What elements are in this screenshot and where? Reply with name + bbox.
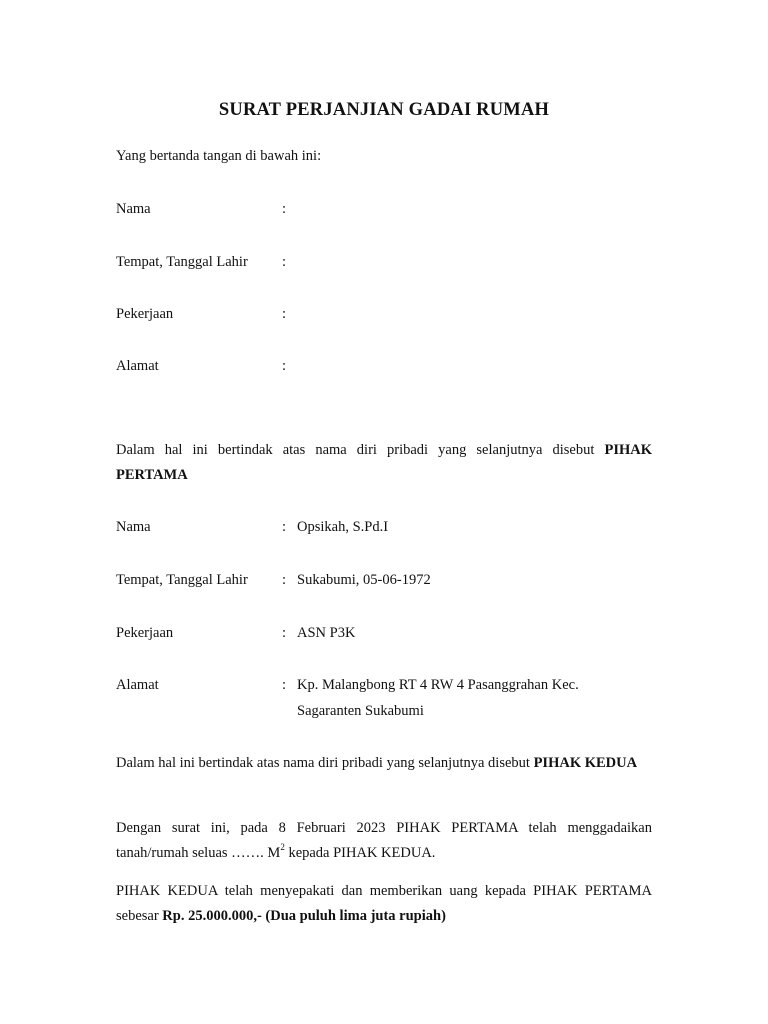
party2-designation: PIHAK KEDUA xyxy=(533,755,638,771)
party2-address-label: Alamat xyxy=(116,677,159,693)
party2-name-value: Opsikah, S.Pd.I xyxy=(297,519,389,535)
party2-address-value: Kp. Malangbong RT 4 RW 4 Pasanggrahan Kec. xyxy=(297,677,579,693)
clause-payment-text: PIHAK KEDUA telah menyepakati dan memberikan uang kepada PIHAK PERTAMA sebesar xyxy=(116,883,652,924)
party2-name-label: Nama xyxy=(116,519,151,535)
party2-birth-label: Tempat, Tanggal Lahir xyxy=(116,572,248,588)
party1-statement-text: Dalam hal ini bertindak atas nama diri pribadi yang selanjutnya disebut xyxy=(116,442,605,458)
clause-pledge-text-end: kepada PIHAK KEDUA. xyxy=(284,845,436,861)
party2-birth-value: Sukabumi, 05-06-1972 xyxy=(297,572,431,588)
party1-job-colon: : xyxy=(282,306,287,322)
party2-address-colon: : xyxy=(282,677,287,693)
intro-text: Yang bertanda tangan di bawah ini: xyxy=(116,148,322,164)
clause-pledge xyxy=(116,816,652,866)
party2-name-colon: : xyxy=(282,519,287,535)
party1-address-label: Alamat xyxy=(116,358,159,374)
party2-statement xyxy=(116,751,652,776)
party1-name-label: Nama xyxy=(116,201,151,217)
party1-statement xyxy=(116,438,652,488)
party1-designation: PIHAK PERTAMA xyxy=(116,442,652,483)
area-unit-superscript: 2 xyxy=(280,842,285,853)
party1-job-label: Pekerjaan xyxy=(116,306,174,322)
party2-job-label: Pekerjaan xyxy=(116,625,174,641)
party2-job-colon: : xyxy=(282,625,287,641)
party1-address-colon: : xyxy=(282,358,287,374)
clause-payment xyxy=(116,879,652,929)
document-title: SURAT PERJANJIAN GADAI RUMAH xyxy=(218,100,550,120)
party2-address-value-line2: Sagaranten Sukabumi xyxy=(297,703,424,719)
party2-job-value: ASN P3K xyxy=(297,625,356,641)
party1-name-colon: : xyxy=(282,201,287,217)
party2-birth-colon: : xyxy=(282,572,287,588)
clause-pledge-text: Dengan surat ini, pada 8 Februari 2023 PIHAK PERTAMA telah menggadaikan tanah/rumah seluas ……. M xyxy=(116,820,652,861)
payment-amount: Rp. 25.000.000,- (Dua puluh lima juta rupiah) xyxy=(162,908,446,924)
party1-birth-label: Tempat, Tanggal Lahir xyxy=(116,254,248,270)
party1-birth-colon: : xyxy=(282,254,287,270)
party2-statement-text: Dalam hal ini bertindak atas nama diri pribadi yang selanjutnya disebut xyxy=(116,755,534,771)
